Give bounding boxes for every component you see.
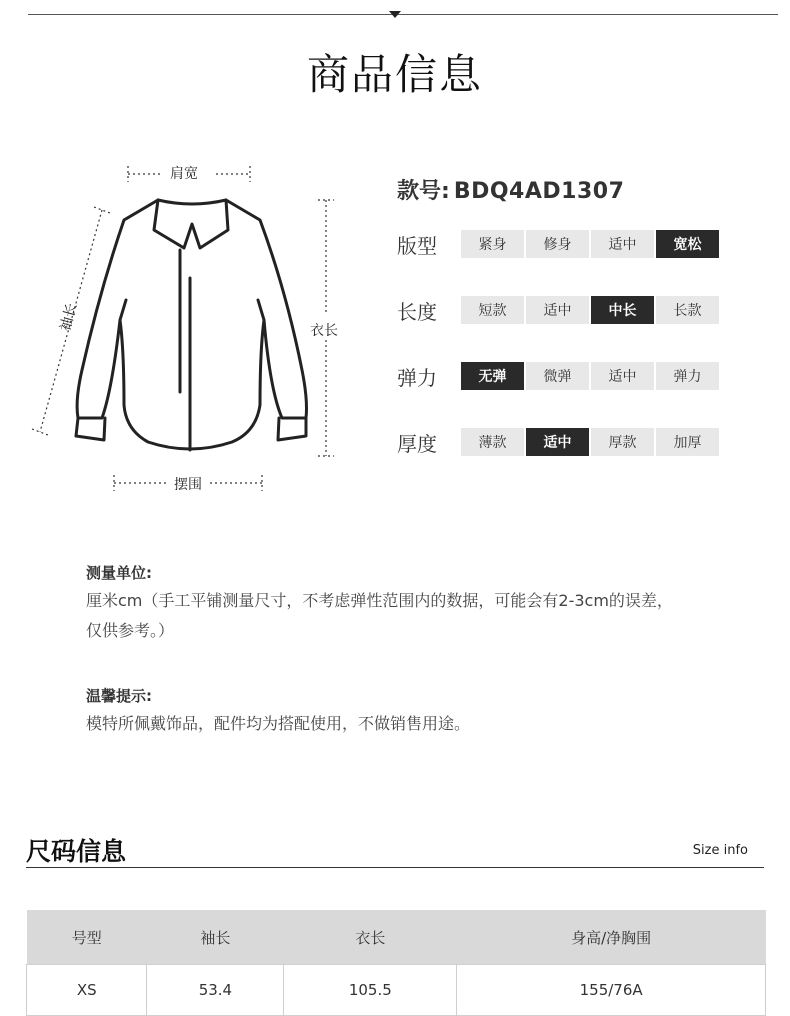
attr-label: 弹力 [397,365,437,390]
table-cell: 53.4 [147,965,284,1016]
attr-option: 短款 [461,296,524,324]
attr-row-length [397,296,721,324]
table-cell: XS [27,965,147,1016]
model-label: 款号: [397,179,450,204]
table-header-row [27,910,766,965]
attr-option-selected: 无弹 [461,362,524,390]
attr-option: 适中 [526,296,589,324]
size-divider [26,867,764,868]
table-cell: 155/76A [457,965,766,1016]
size-section-title: 尺码信息 [26,837,127,866]
table-row [27,965,766,1016]
attr-option: 薄款 [461,428,524,456]
attr-option: 修身 [526,230,589,258]
page-title: 商品信息 [306,50,483,99]
size-table [26,910,766,1016]
attr-option: 微弹 [526,362,589,390]
attr-option: 紧身 [461,230,524,258]
model-number [397,174,624,205]
column-header: 袖长 [147,910,284,965]
unit-title: 测量单位: [86,564,152,582]
attr-option-selected: 适中 [526,428,589,456]
column-header: 身高/净胸围 [457,910,766,965]
attr-row-thickness [397,428,721,456]
column-header: 衣长 [284,910,457,965]
attr-label: 长度 [397,299,437,324]
size-section-subtitle: Size info [692,843,748,858]
top-divider [28,14,778,15]
model-value: BDQ4AD1307 [453,179,625,204]
garment-length-label: 衣长 [310,323,338,339]
attr-option-selected: 中长 [591,296,654,324]
column-header: 号型 [27,910,147,965]
attr-label: 版型 [397,233,437,258]
garment-diagram [20,150,360,510]
tip-text: 模特所佩戴饰品，配件均为搭配使用，不做销售用途。 [86,714,471,733]
attr-option-selected: 宽松 [656,230,719,258]
attr-option: 弹力 [656,362,719,390]
hem-width-label: 摆围 [174,477,202,493]
attr-row-elasticity [397,362,721,390]
table-cell: 105.5 [284,965,457,1016]
attr-row-fit [397,230,721,258]
unit-text: 厘米cm（手工平铺测量尺寸，不考虑弹性范围内的数据，可能会有2-3cm的误差，仅供参考。） [86,591,673,640]
shoulder-width-label: 肩宽 [170,166,198,182]
attr-option: 厚款 [591,428,654,456]
tip-title: 温馨提示: [86,687,152,705]
attr-option: 长款 [656,296,719,324]
attr-option: 加厚 [656,428,719,456]
sleeve-length-label: 袖长 [57,301,81,333]
attr-option: 适中 [591,362,654,390]
attr-option: 适中 [591,230,654,258]
arrow-down-icon [389,11,401,18]
attr-label: 厚度 [397,431,437,456]
